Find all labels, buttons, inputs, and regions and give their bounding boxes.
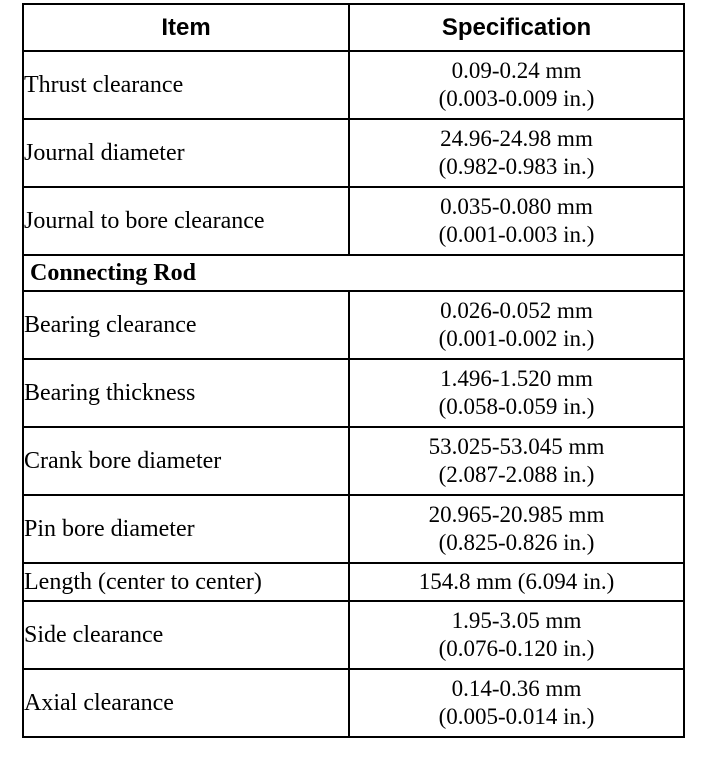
spec-cell xyxy=(349,427,684,495)
item-cell: Journal diameter xyxy=(23,119,349,187)
spec-cell xyxy=(349,51,684,119)
spec-mm: 1.95-3.05 mm xyxy=(451,608,582,633)
spec-mm: 24.96-24.98 mm xyxy=(440,126,593,151)
item-cell: Side clearance xyxy=(23,601,349,669)
spec-mm: 0.026-0.052 mm xyxy=(440,298,593,323)
item-cell: Thrust clearance xyxy=(23,51,349,119)
table-row xyxy=(23,119,684,187)
spec-mm: 53.025-53.045 mm xyxy=(428,434,605,459)
spec-in: (0.001-0.002 in.) xyxy=(438,326,595,351)
spec-in: (0.076-0.120 in.) xyxy=(438,636,595,661)
spec-cell xyxy=(349,669,684,737)
item-cell: Length (center to center) xyxy=(23,563,349,601)
spec-mm: 20.965-20.985 mm xyxy=(428,502,605,527)
spec-cell xyxy=(349,495,684,563)
item-cell: Bearing thickness xyxy=(23,359,349,427)
table-row xyxy=(23,291,684,359)
spec-cell xyxy=(349,187,684,255)
spec-cell xyxy=(349,119,684,187)
item-cell: Journal to bore clearance xyxy=(23,187,349,255)
specification-table xyxy=(22,3,685,738)
header-specification: Specification xyxy=(349,4,684,51)
spec-in: (0.001-0.003 in.) xyxy=(438,222,595,247)
spec-cell xyxy=(349,291,684,359)
spec-in: (2.087-2.088 in.) xyxy=(438,462,595,487)
item-cell: Axial clearance xyxy=(23,669,349,737)
spec-in: (0.982-0.983 in.) xyxy=(438,154,595,179)
table-row xyxy=(23,563,684,601)
table-row xyxy=(23,359,684,427)
spec-in: (0.003-0.009 in.) xyxy=(438,86,595,111)
table-row xyxy=(23,427,684,495)
header-item: Item xyxy=(23,4,349,51)
section-title: Connecting Rod xyxy=(23,255,684,291)
spec-mm: 0.09-0.24 mm xyxy=(451,58,582,83)
section-row xyxy=(23,255,684,291)
item-cell: Bearing clearance xyxy=(23,291,349,359)
item-cell: Crank bore diameter xyxy=(23,427,349,495)
table-row xyxy=(23,601,684,669)
table-row xyxy=(23,51,684,119)
spec-mm: 1.496-1.520 mm xyxy=(440,366,593,391)
spec-cell xyxy=(349,359,684,427)
spec-cell xyxy=(349,563,684,601)
table-row xyxy=(23,495,684,563)
header-row xyxy=(23,4,684,51)
spec-in: (0.058-0.059 in.) xyxy=(438,394,595,419)
spec-in: (0.005-0.014 in.) xyxy=(438,704,595,729)
item-cell: Pin bore diameter xyxy=(23,495,349,563)
spec-mm: 0.14-0.36 mm xyxy=(451,676,582,701)
spec-single: 154.8 mm (6.094 in.) xyxy=(418,569,615,594)
spec-cell xyxy=(349,601,684,669)
table-row xyxy=(23,187,684,255)
table-row xyxy=(23,669,684,737)
spec-in: (0.825-0.826 in.) xyxy=(438,530,595,555)
spec-mm: 0.035-0.080 mm xyxy=(440,194,593,219)
